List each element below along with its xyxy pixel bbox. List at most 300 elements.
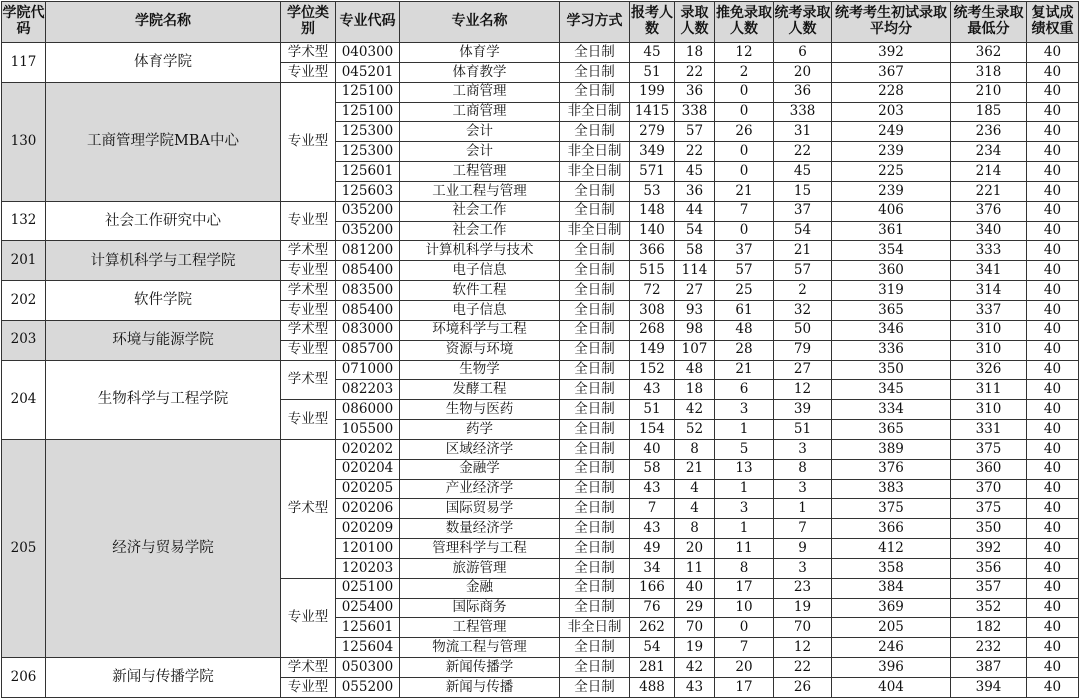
college-name-cell: 新闻与传播学院 <box>46 658 281 698</box>
major-name-cell: 区域经济学 <box>400 439 560 459</box>
applicants-cell: 308 <box>630 300 675 320</box>
college-name-cell: 软件学院 <box>46 281 281 321</box>
admitted-cell: 42 <box>675 658 715 678</box>
applicants-cell: 45 <box>630 43 675 63</box>
college-name-cell: 体育学院 <box>46 43 281 83</box>
retest-weight-cell: 40 <box>1027 558 1079 578</box>
exam-admitted-cell: 45 <box>774 162 832 182</box>
study-mode-cell: 全日制 <box>560 420 630 440</box>
applicants-cell: 349 <box>630 142 675 162</box>
exempt-cell: 3 <box>715 400 774 420</box>
study-mode-cell: 全日制 <box>560 638 630 658</box>
degree-type-cell: 专业型 <box>281 82 336 201</box>
major-name-cell: 发酵工程 <box>400 380 560 400</box>
study-mode-cell: 全日制 <box>560 459 630 479</box>
avg-score-cell: 205 <box>832 618 951 638</box>
major-name-cell: 管理科学与工程 <box>400 539 560 559</box>
study-mode-cell: 全日制 <box>560 43 630 63</box>
exam-admitted-cell: 15 <box>774 181 832 201</box>
exempt-cell: 37 <box>715 241 774 261</box>
exempt-cell: 61 <box>715 300 774 320</box>
avg-score-cell: 336 <box>832 340 951 360</box>
study-mode-cell: 全日制 <box>560 340 630 360</box>
retest-weight-cell: 40 <box>1027 142 1079 162</box>
avg-score-cell: 203 <box>832 102 951 122</box>
study-mode-cell: 全日制 <box>560 598 630 618</box>
admitted-cell: 52 <box>675 420 715 440</box>
avg-score-cell: 249 <box>832 122 951 142</box>
college-code-cell: 201 <box>2 241 46 281</box>
study-mode-cell: 全日制 <box>560 439 630 459</box>
admitted-cell: 22 <box>675 62 715 82</box>
college-name-cell: 工商管理学院MBA中心 <box>46 82 281 201</box>
college-code-cell: 204 <box>2 360 46 439</box>
applicants-cell: 154 <box>630 420 675 440</box>
min-score-cell: 310 <box>951 400 1027 420</box>
avg-score-cell: 412 <box>832 539 951 559</box>
major-code-cell: 020209 <box>336 519 400 539</box>
min-score-cell: 333 <box>951 241 1027 261</box>
retest-weight-cell: 40 <box>1027 479 1079 499</box>
study-mode-cell: 全日制 <box>560 360 630 380</box>
exempt-cell: 0 <box>715 142 774 162</box>
exam-admitted-cell: 12 <box>774 638 832 658</box>
exam-admitted-cell: 79 <box>774 340 832 360</box>
applicants-cell: 268 <box>630 320 675 340</box>
retest-weight-cell: 40 <box>1027 578 1079 598</box>
admitted-cell: 11 <box>675 558 715 578</box>
admitted-cell: 22 <box>675 142 715 162</box>
study-mode-cell: 全日制 <box>560 658 630 678</box>
retest-weight-cell: 40 <box>1027 221 1079 241</box>
exempt-cell: 11 <box>715 539 774 559</box>
major-name-cell: 资源与环境 <box>400 340 560 360</box>
degree-type-cell: 专业型 <box>281 261 336 281</box>
applicants-cell: 58 <box>630 459 675 479</box>
retest-weight-cell: 40 <box>1027 598 1079 618</box>
exempt-cell: 2 <box>715 62 774 82</box>
major-code-cell: 120203 <box>336 558 400 578</box>
admitted-cell: 58 <box>675 241 715 261</box>
applicants-cell: 53 <box>630 181 675 201</box>
major-code-cell: 120100 <box>336 539 400 559</box>
exempt-cell: 21 <box>715 181 774 201</box>
applicants-cell: 34 <box>630 558 675 578</box>
exam-admitted-cell: 50 <box>774 320 832 340</box>
major-name-cell: 产业经济学 <box>400 479 560 499</box>
avg-score-cell: 404 <box>832 678 951 698</box>
header-applicants: 报考人数 <box>630 2 675 43</box>
exam-admitted-cell: 9 <box>774 539 832 559</box>
exempt-cell: 1 <box>715 519 774 539</box>
admitted-cell: 29 <box>675 598 715 618</box>
degree-type-cell: 专业型 <box>281 201 336 241</box>
major-name-cell: 国际商务 <box>400 598 560 618</box>
min-score-cell: 362 <box>951 43 1027 63</box>
degree-type-cell: 专业型 <box>281 678 336 698</box>
exempt-cell: 3 <box>715 499 774 519</box>
admitted-cell: 57 <box>675 122 715 142</box>
avg-score-cell: 346 <box>832 320 951 340</box>
degree-type-cell: 学术型 <box>281 360 336 400</box>
degree-type-cell: 专业型 <box>281 578 336 657</box>
exam-admitted-cell: 21 <box>774 241 832 261</box>
exempt-cell: 1 <box>715 420 774 440</box>
min-score-cell: 352 <box>951 598 1027 618</box>
table-row <box>2 658 1079 678</box>
retest-weight-cell: 40 <box>1027 618 1079 638</box>
degree-type-cell: 专业型 <box>281 300 336 320</box>
major-name-cell: 电子信息 <box>400 261 560 281</box>
exempt-cell: 17 <box>715 578 774 598</box>
major-code-cell: 105500 <box>336 420 400 440</box>
exempt-cell: 21 <box>715 360 774 380</box>
retest-weight-cell: 40 <box>1027 519 1079 539</box>
major-code-cell: 125603 <box>336 181 400 201</box>
study-mode-cell: 全日制 <box>560 281 630 301</box>
retest-weight-cell: 40 <box>1027 43 1079 63</box>
major-name-cell: 国际贸易学 <box>400 499 560 519</box>
retest-weight-cell: 40 <box>1027 62 1079 82</box>
applicants-cell: 76 <box>630 598 675 618</box>
retest-weight-cell: 40 <box>1027 420 1079 440</box>
avg-score-cell: 375 <box>832 499 951 519</box>
retest-weight-cell: 40 <box>1027 102 1079 122</box>
major-name-cell: 会计 <box>400 122 560 142</box>
major-name-cell: 物流工程与管理 <box>400 638 560 658</box>
avg-score-cell: 361 <box>832 221 951 241</box>
major-name-cell: 金融 <box>400 578 560 598</box>
table-body <box>2 43 1079 698</box>
applicants-cell: 7 <box>630 499 675 519</box>
major-name-cell: 工程管理 <box>400 618 560 638</box>
admitted-cell: 44 <box>675 201 715 221</box>
applicants-cell: 366 <box>630 241 675 261</box>
retest-weight-cell: 40 <box>1027 499 1079 519</box>
avg-score-cell: 365 <box>832 420 951 440</box>
applicants-cell: 148 <box>630 201 675 221</box>
exempt-cell: 7 <box>715 201 774 221</box>
avg-score-cell: 239 <box>832 142 951 162</box>
exempt-cell: 0 <box>715 221 774 241</box>
major-name-cell: 工业工程与管理 <box>400 181 560 201</box>
exam-admitted-cell: 37 <box>774 201 832 221</box>
applicants-cell: 166 <box>630 578 675 598</box>
college-code-cell: 117 <box>2 43 46 83</box>
avg-score-cell: 367 <box>832 62 951 82</box>
min-score-cell: 350 <box>951 519 1027 539</box>
exam-admitted-cell: 36 <box>774 82 832 102</box>
major-code-cell: 125601 <box>336 618 400 638</box>
major-name-cell: 社会工作 <box>400 221 560 241</box>
admitted-cell: 21 <box>675 459 715 479</box>
study-mode-cell: 全日制 <box>560 539 630 559</box>
study-mode-cell: 全日制 <box>560 320 630 340</box>
applicants-cell: 515 <box>630 261 675 281</box>
exempt-cell: 0 <box>715 162 774 182</box>
header-exempt: 推免录取人数 <box>715 2 774 43</box>
major-code-cell: 125601 <box>336 162 400 182</box>
major-code-cell: 020202 <box>336 439 400 459</box>
retest-weight-cell: 40 <box>1027 162 1079 182</box>
min-score-cell: 337 <box>951 300 1027 320</box>
min-score-cell: 341 <box>951 261 1027 281</box>
major-name-cell: 旅游管理 <box>400 558 560 578</box>
study-mode-cell: 全日制 <box>560 122 630 142</box>
major-code-cell: 125100 <box>336 102 400 122</box>
college-name-cell: 计算机科学与工程学院 <box>46 241 281 281</box>
min-score-cell: 375 <box>951 499 1027 519</box>
exempt-cell: 26 <box>715 122 774 142</box>
degree-type-cell: 学术型 <box>281 439 336 578</box>
exempt-cell: 7 <box>715 638 774 658</box>
header-college-code: 学院代码 <box>2 2 46 43</box>
study-mode-cell: 全日制 <box>560 400 630 420</box>
study-mode-cell: 非全日制 <box>560 142 630 162</box>
min-score-cell: 387 <box>951 658 1027 678</box>
header-retest-weight: 复试成绩权重 <box>1027 2 1079 43</box>
degree-type-cell: 学术型 <box>281 43 336 63</box>
exam-admitted-cell: 2 <box>774 281 832 301</box>
major-code-cell: 040300 <box>336 43 400 63</box>
exam-admitted-cell: 39 <box>774 400 832 420</box>
exempt-cell: 48 <box>715 320 774 340</box>
study-mode-cell: 全日制 <box>560 181 630 201</box>
avg-score-cell: 319 <box>832 281 951 301</box>
retest-weight-cell: 40 <box>1027 638 1079 658</box>
study-mode-cell: 非全日制 <box>560 102 630 122</box>
degree-type-cell: 专业型 <box>281 62 336 82</box>
college-code-cell: 130 <box>2 82 46 201</box>
min-score-cell: 214 <box>951 162 1027 182</box>
college-name-cell: 社会工作研究中心 <box>46 201 281 241</box>
admitted-cell: 45 <box>675 162 715 182</box>
study-mode-cell: 全日制 <box>560 519 630 539</box>
study-mode-cell: 全日制 <box>560 380 630 400</box>
major-code-cell: 025400 <box>336 598 400 618</box>
retest-weight-cell: 40 <box>1027 360 1079 380</box>
study-mode-cell: 非全日制 <box>560 162 630 182</box>
header-degree-type: 学位类别 <box>281 2 336 43</box>
exam-admitted-cell: 27 <box>774 360 832 380</box>
admission-table <box>1 1 1079 698</box>
min-score-cell: 376 <box>951 201 1027 221</box>
admitted-cell: 36 <box>675 82 715 102</box>
exempt-cell: 28 <box>715 340 774 360</box>
avg-score-cell: 376 <box>832 459 951 479</box>
table-row <box>2 360 1079 380</box>
major-code-cell: 055200 <box>336 678 400 698</box>
header-study-mode: 学习方式 <box>560 2 630 43</box>
exempt-cell: 0 <box>715 102 774 122</box>
exam-admitted-cell: 31 <box>774 122 832 142</box>
admitted-cell: 43 <box>675 678 715 698</box>
table-header <box>2 2 1079 43</box>
admitted-cell: 70 <box>675 618 715 638</box>
admitted-cell: 54 <box>675 221 715 241</box>
header-admitted: 录取人数 <box>675 2 715 43</box>
header-min-score: 统考生录取最低分 <box>951 2 1027 43</box>
retest-weight-cell: 40 <box>1027 539 1079 559</box>
min-score-cell: 360 <box>951 459 1027 479</box>
applicants-cell: 199 <box>630 82 675 102</box>
exam-admitted-cell: 3 <box>774 439 832 459</box>
admitted-cell: 338 <box>675 102 715 122</box>
admitted-cell: 27 <box>675 281 715 301</box>
retest-weight-cell: 40 <box>1027 380 1079 400</box>
applicants-cell: 43 <box>630 519 675 539</box>
min-score-cell: 392 <box>951 539 1027 559</box>
header-avg-score: 统考考生初试录取平均分 <box>832 2 951 43</box>
major-name-cell: 社会工作 <box>400 201 560 221</box>
avg-score-cell: 384 <box>832 578 951 598</box>
exempt-cell: 0 <box>715 618 774 638</box>
major-code-cell: 071000 <box>336 360 400 380</box>
exempt-cell: 6 <box>715 380 774 400</box>
admitted-cell: 114 <box>675 261 715 281</box>
exempt-cell: 10 <box>715 598 774 618</box>
min-score-cell: 375 <box>951 439 1027 459</box>
exempt-cell: 25 <box>715 281 774 301</box>
exempt-cell: 0 <box>715 82 774 102</box>
avg-score-cell: 345 <box>832 380 951 400</box>
avg-score-cell: 225 <box>832 162 951 182</box>
applicants-cell: 49 <box>630 539 675 559</box>
min-score-cell: 356 <box>951 558 1027 578</box>
study-mode-cell: 全日制 <box>560 201 630 221</box>
major-name-cell: 体育学 <box>400 43 560 63</box>
avg-score-cell: 383 <box>832 479 951 499</box>
exempt-cell: 8 <box>715 558 774 578</box>
admitted-cell: 8 <box>675 439 715 459</box>
exempt-cell: 20 <box>715 658 774 678</box>
admitted-cell: 8 <box>675 519 715 539</box>
exam-admitted-cell: 23 <box>774 578 832 598</box>
retest-weight-cell: 40 <box>1027 82 1079 102</box>
min-score-cell: 326 <box>951 360 1027 380</box>
study-mode-cell: 全日制 <box>560 499 630 519</box>
major-name-cell: 软件工程 <box>400 281 560 301</box>
major-code-cell: 083000 <box>336 320 400 340</box>
min-score-cell: 370 <box>951 479 1027 499</box>
applicants-cell: 149 <box>630 340 675 360</box>
avg-score-cell: 350 <box>832 360 951 380</box>
applicants-cell: 262 <box>630 618 675 638</box>
major-name-cell: 计算机科学与技术 <box>400 241 560 261</box>
major-code-cell: 035200 <box>336 201 400 221</box>
min-score-cell: 185 <box>951 102 1027 122</box>
min-score-cell: 221 <box>951 181 1027 201</box>
major-code-cell: 045201 <box>336 62 400 82</box>
min-score-cell: 340 <box>951 221 1027 241</box>
exam-admitted-cell: 3 <box>774 558 832 578</box>
table-row <box>2 281 1079 301</box>
avg-score-cell: 228 <box>832 82 951 102</box>
header-college-name: 学院名称 <box>46 2 281 43</box>
major-code-cell: 086000 <box>336 400 400 420</box>
study-mode-cell: 全日制 <box>560 300 630 320</box>
exempt-cell: 5 <box>715 439 774 459</box>
exam-admitted-cell: 51 <box>774 420 832 440</box>
admitted-cell: 4 <box>675 499 715 519</box>
college-code-cell: 205 <box>2 439 46 657</box>
exempt-cell: 13 <box>715 459 774 479</box>
applicants-cell: 51 <box>630 400 675 420</box>
degree-type-cell: 学术型 <box>281 281 336 301</box>
applicants-cell: 488 <box>630 678 675 698</box>
min-score-cell: 234 <box>951 142 1027 162</box>
major-code-cell: 085700 <box>336 340 400 360</box>
table-row <box>2 43 1079 63</box>
major-code-cell: 082203 <box>336 380 400 400</box>
retest-weight-cell: 40 <box>1027 261 1079 281</box>
exam-admitted-cell: 6 <box>774 43 832 63</box>
exam-admitted-cell: 70 <box>774 618 832 638</box>
header-major-code: 专业代码 <box>336 2 400 43</box>
retest-weight-cell: 40 <box>1027 678 1079 698</box>
avg-score-cell: 354 <box>832 241 951 261</box>
applicants-cell: 54 <box>630 638 675 658</box>
study-mode-cell: 全日制 <box>560 82 630 102</box>
applicants-cell: 571 <box>630 162 675 182</box>
avg-score-cell: 334 <box>832 400 951 420</box>
major-name-cell: 药学 <box>400 420 560 440</box>
table-row <box>2 439 1079 459</box>
retest-weight-cell: 40 <box>1027 181 1079 201</box>
major-code-cell: 125604 <box>336 638 400 658</box>
study-mode-cell: 非全日制 <box>560 221 630 241</box>
applicants-cell: 279 <box>630 122 675 142</box>
min-score-cell: 310 <box>951 340 1027 360</box>
major-name-cell: 生物学 <box>400 360 560 380</box>
header-row <box>2 2 1079 43</box>
retest-weight-cell: 40 <box>1027 201 1079 221</box>
retest-weight-cell: 40 <box>1027 459 1079 479</box>
retest-weight-cell: 40 <box>1027 300 1079 320</box>
degree-type-cell: 专业型 <box>281 400 336 440</box>
major-code-cell: 020204 <box>336 459 400 479</box>
admitted-cell: 98 <box>675 320 715 340</box>
min-score-cell: 311 <box>951 380 1027 400</box>
major-name-cell: 工商管理 <box>400 82 560 102</box>
avg-score-cell: 365 <box>832 300 951 320</box>
study-mode-cell: 全日制 <box>560 241 630 261</box>
major-code-cell: 081200 <box>336 241 400 261</box>
admitted-cell: 19 <box>675 638 715 658</box>
college-name-cell: 生物科学与工程学院 <box>46 360 281 439</box>
table-row <box>2 241 1079 261</box>
admitted-cell: 48 <box>675 360 715 380</box>
study-mode-cell: 全日制 <box>560 261 630 281</box>
applicants-cell: 140 <box>630 221 675 241</box>
exam-admitted-cell: 22 <box>774 658 832 678</box>
admitted-cell: 18 <box>675 43 715 63</box>
exempt-cell: 1 <box>715 479 774 499</box>
major-name-cell: 金融学 <box>400 459 560 479</box>
min-score-cell: 318 <box>951 62 1027 82</box>
avg-score-cell: 246 <box>832 638 951 658</box>
major-code-cell: 035200 <box>336 221 400 241</box>
avg-score-cell: 239 <box>832 181 951 201</box>
retest-weight-cell: 40 <box>1027 340 1079 360</box>
exam-admitted-cell: 338 <box>774 102 832 122</box>
major-name-cell: 生物与医药 <box>400 400 560 420</box>
min-score-cell: 182 <box>951 618 1027 638</box>
admitted-cell: 20 <box>675 539 715 559</box>
retest-weight-cell: 40 <box>1027 400 1079 420</box>
major-name-cell: 电子信息 <box>400 300 560 320</box>
min-score-cell: 310 <box>951 320 1027 340</box>
